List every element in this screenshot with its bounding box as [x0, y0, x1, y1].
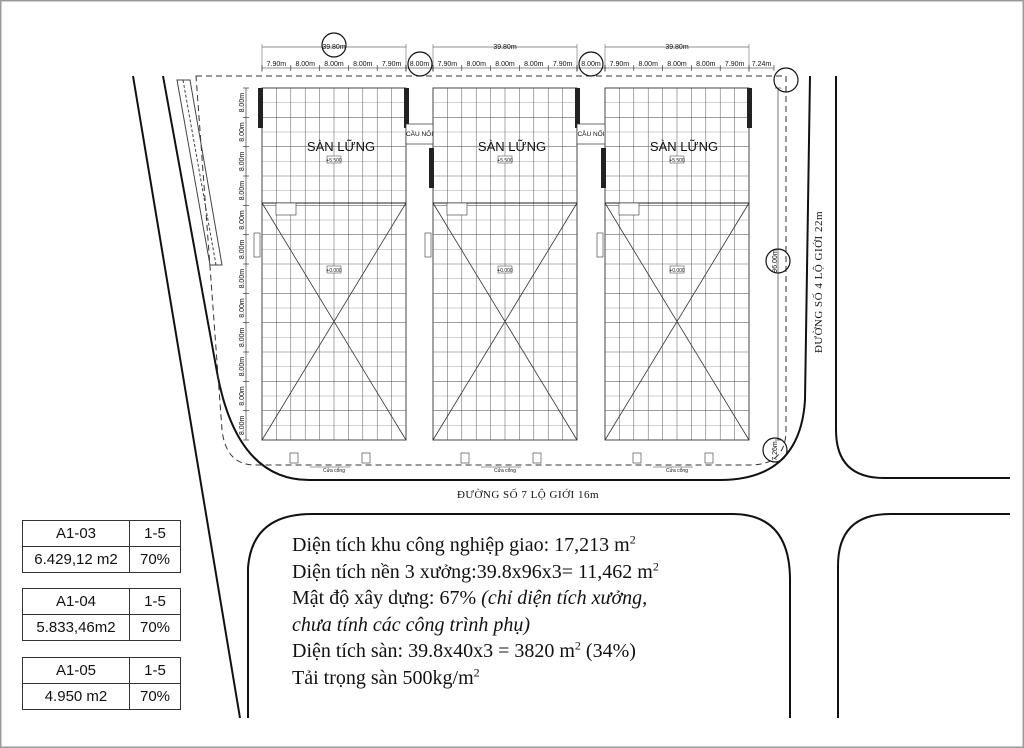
dimension-label: 8.00m [239, 356, 246, 377]
summary-line-floor-area: Diện tích sàn: 39.8x40x3 = 3820 $m^2$ (34%) [292, 638, 636, 662]
side-room-box [425, 233, 431, 257]
office-box [447, 203, 467, 215]
dimension-label: 8.00m [239, 415, 246, 436]
dimension-label: 8.00m [324, 61, 344, 68]
plot-curb-curve [163, 76, 810, 480]
lot-code: A1-05 [23, 658, 130, 684]
site-boundary [196, 76, 786, 465]
dimension-label: 7.90m [437, 61, 458, 68]
summary-line-floor-load: Tải trọng sàn $500kg/m^2$ [292, 664, 480, 689]
right-road-curb-bottom [838, 514, 1010, 718]
dimension-label: 8.00m [239, 180, 246, 201]
lot-code: A1-04 [23, 589, 130, 615]
dimension-label: 7.26m [772, 441, 779, 461]
lot-density: 70% [130, 684, 181, 710]
dimension-label: 7.24m [751, 61, 772, 68]
level-upper: +5.500 [497, 158, 513, 164]
road-bottom-label: ĐƯỜNG SỐ 7 LỘ GIỚI 16m [456, 489, 600, 501]
side-room-box [254, 233, 260, 257]
dimension-label: 8.00m [466, 61, 486, 68]
gate-label: Cửa cổng [323, 468, 345, 474]
dimension-label: 8.00m [295, 61, 315, 68]
guard-box [461, 453, 469, 463]
dimension-label: 7.90m [724, 61, 745, 68]
dimension-label: 7.90m [266, 61, 287, 68]
dimension-label: 7.90m [609, 61, 630, 68]
lot-floors: 1-5 [130, 589, 181, 615]
lot-area: 5.833,46m2 [23, 615, 130, 641]
stair-icon [258, 88, 263, 128]
mezzanine-label: SÀN LỮNG [306, 139, 376, 154]
summary-line-density: Mật độ xây dựng: 67% (chỉ diện tích xưởng, [292, 587, 648, 609]
guard-box [533, 453, 541, 463]
dimension-label: 8.00m [239, 327, 246, 348]
lot-area: 6.429,12 m2 [23, 547, 130, 573]
mezzanine-label: SÀN LỮNG [477, 139, 547, 154]
lot-density: 70% [130, 615, 181, 641]
dimension-label: 8.00m [239, 92, 246, 113]
summary-line-density-note: chưa tính các công trình phụ) [292, 613, 531, 636]
level-ground: +0.000 [497, 268, 513, 274]
lot-floors: 1-5 [130, 658, 181, 684]
dimension-label: 8.00m [667, 61, 687, 68]
office-box [276, 203, 296, 215]
guard-box [705, 453, 713, 463]
summary-line-footprint: Diện tích nền 3 xưởng:39.8x96x3= 11,462 $m^2$ [292, 558, 659, 583]
dimension-label: 8.00m [239, 239, 246, 260]
dimension-label: 8.00m [239, 122, 246, 142]
span-dimension-label: 39.80m [322, 44, 346, 51]
dimension-label: 8.00m [239, 151, 246, 172]
lot-table-a1-03 [22, 520, 181, 573]
mezzanine-label: SÀN LỮNG [649, 139, 719, 154]
lot-table-a1-05 [22, 657, 181, 710]
stair-icon [575, 88, 580, 128]
bridge-label: CẦU NỐI [577, 131, 605, 138]
dimension-lines [239, 33, 798, 462]
guard-box [290, 453, 298, 463]
guard-box [362, 453, 370, 463]
span-dimension-label: 39.80m [665, 44, 689, 51]
level-upper: +5.500 [669, 158, 685, 164]
lot-table-a1-04 [22, 588, 181, 641]
level-upper: +5.500 [326, 158, 342, 164]
lot-floors: 1-5 [130, 521, 181, 547]
gate-label: Cửa cổng [666, 468, 688, 474]
dimension-label: 7.90m [552, 61, 573, 68]
span-dimension-label: 39.80m [493, 44, 517, 51]
dimension-label: 8.00m [239, 268, 246, 289]
guard-box [633, 453, 641, 463]
road-right-label: ĐƯỜNG SỐ 4 LỘ GIỚI 22m [813, 210, 825, 354]
dimension-label: 8.00m [524, 61, 544, 68]
stair-icon [601, 148, 606, 188]
dimension-label: 8.00m [353, 61, 373, 68]
dimension-label: 8.00m [239, 298, 246, 318]
lot-density: 70% [130, 547, 181, 573]
dimension-label: 96.00m [772, 249, 779, 273]
office-box [619, 203, 639, 215]
dimension-label: 7.90m [381, 61, 402, 68]
dimension-label: 8.00m [638, 61, 658, 68]
right-road-curb-top [836, 76, 1010, 478]
left-green-strip [177, 80, 222, 265]
stair-icon [429, 148, 434, 188]
level-ground: +0.000 [326, 268, 342, 274]
level-ground: +0.000 [669, 268, 685, 274]
dimension-label: 8.00m [495, 61, 515, 68]
gate-label: Cửa cổng [494, 468, 516, 474]
side-room-box [597, 233, 603, 257]
stair-icon [747, 88, 752, 128]
stair-icon [404, 88, 409, 128]
dimension-label: 8.00m [581, 61, 601, 68]
lot-area: 4.950 m2 [23, 684, 130, 710]
dimension-label: 8.00m [409, 61, 430, 68]
summary-line-land-area: Diện tích khu công nghiệp giao: 17,213 $m^2$ [292, 532, 636, 556]
dimension-label: 8.00m [239, 386, 246, 406]
area-summary [292, 532, 782, 691]
lot-code: A1-03 [23, 521, 130, 547]
dimension-label: 8.00m [696, 61, 716, 68]
bridge-label: CẦU NỐI [405, 131, 434, 138]
dimension-label: 8.00m [239, 210, 246, 230]
